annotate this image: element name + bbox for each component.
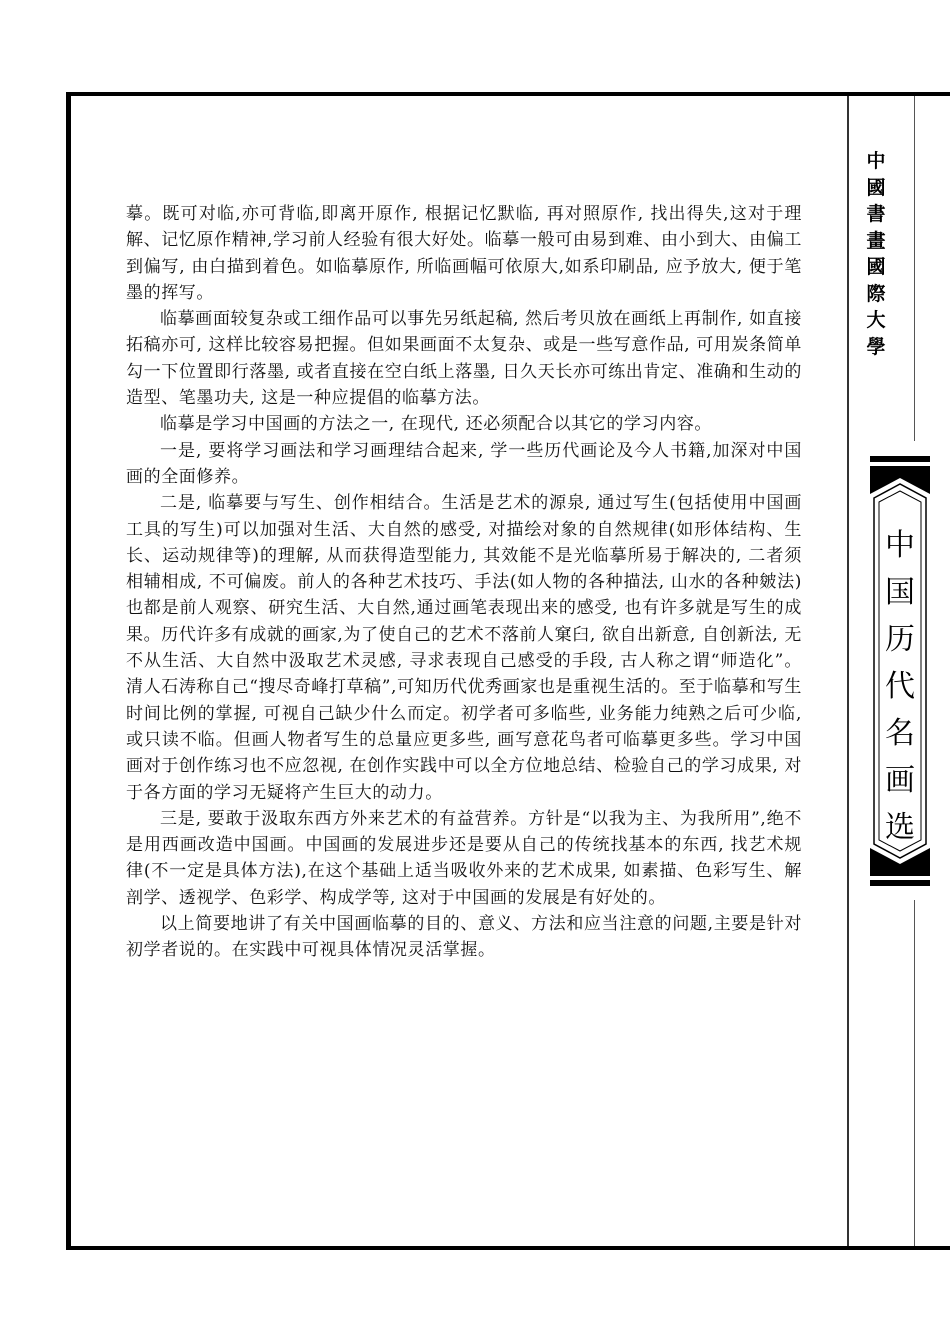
- sidebar-title-char: 國: [866, 176, 886, 199]
- paragraph: 以上简要地讲了有关中国画临摹的目的、意义、方法和应当注意的问题,主要是针对初学者说的。在实践中可视具体情况灵活掌握。: [126, 914, 802, 961]
- sidebar-title-char: 畫: [866, 229, 886, 252]
- sidebar-title-char: 學: [866, 335, 886, 358]
- plaque-char: 选: [885, 810, 915, 845]
- sidebar-title: [858, 148, 894, 360]
- sidebar-rule-lower: [914, 900, 915, 1246]
- paragraph: 二是, 临摹要与写生、创作相结合。生活是艺术的源泉, 通过写生(包括使用中国画工具的写生)可以加强对生活、大自然的感受, 对描绘对象的自然规律(如形体结构、生长、运动规律等)的理解, 从而获得造型能力, 其效能不是光临摹所易于解决的, 二者须相辅相成, 不可偏废。前人的各种艺术技巧、手法(如人物的各种描法, 山水的各种皴法)也都是前人观察、研究生活、大自然,通过画笔表现出来的感受, 也有许多就是写生的成果。历代许多有成就的画家,为了使自己的艺术不落前人窠臼, 欲自出新意, 自创新法, 无不从生活、大自然中汲取艺术灵感, 寻求表现自己感受的手段, 古人称之谓“师造化”。清人石涛称自己“搜尽奇峰打草稿”,可知历代优秀画家也是重视生活的。至于临摹和写生时间比例的掌握, 可视自己缺少什么而定。初学者可多临些, 业务能力纯熟之后可少临, 或只读不临。但画人物者写生的总量应更多些, 画写意花鸟者可临摹更多些。学习中国画对于创作练习也不应忽视, 在创作实践中可以全方位地总结、检验自己的学习成果, 对于各方面的学习无疑将产生巨大的动力。: [126, 493, 802, 803]
- plaque-char: 国: [885, 575, 915, 610]
- plaque-text: [870, 522, 930, 851]
- plaque-char: 历: [885, 622, 915, 657]
- sidebar-title-char: 國: [866, 256, 886, 278]
- plaque-top-bar: [870, 456, 930, 462]
- sidebar-rule: [847, 96, 849, 1246]
- body-text: [126, 201, 802, 964]
- plaque-char: 中: [885, 528, 915, 563]
- sidebar-rule-upper: [914, 96, 915, 441]
- paragraph: 摹。既可对临,亦可背临,即离开原作, 根据记忆默临, 再对照原作, 找出得失,这对于理解、记忆原作精神,学习前人经验有很大好处。临摹一般可由易到难、由小到大、由偏工到偏写, 由白描到着色。如临摹原作, 所临画幅可依原大,如系印刷品, 应予放大, 便于笔墨的挥写。: [126, 204, 802, 303]
- paragraph: 一是, 要将学习画法和学习画理结合起来, 学一些历代画论及今人书籍,加深对中国画的全面修养。: [126, 440, 802, 487]
- series-plaque: [870, 456, 930, 886]
- plaque-bottom-bar: [870, 880, 930, 886]
- paragraph: 临摹是学习中国画的方法之一, 在现代, 还必须配合以其它的学习内容。: [160, 414, 713, 435]
- sidebar-title-char: 大: [866, 309, 886, 331]
- sidebar-title-char: 中: [866, 150, 886, 172]
- sidebar-title-char: 際: [866, 282, 886, 305]
- plaque-char: 代: [885, 669, 915, 704]
- sidebar-title-char: 書: [866, 203, 886, 225]
- plaque-char: 名: [885, 716, 915, 751]
- paragraph: 三是, 要敢于汲取东西方外来艺术的有益营养。方针是“以我为主、为我所用”,绝不是用西画改造中国画。中国画的发展进步还是要从自己的传统找基本的东西, 找艺术规律(不一定是具体方法),在这个基础上适当吸收外来的艺术成果, 如素描、色彩写生、解剖学、透视学、色彩学、构成学等, 这对于中国画的发展是有好处的。: [126, 808, 802, 908]
- paragraph: 临摹画面较复杂或工细作品可以事先另纸起稿, 然后考贝放在画纸上再制作, 如直接拓稿亦可, 这样比较容易把握。但如果画面不太复杂、或是一些写意作品, 可用炭条简单勾一下位置即行落墨, 或者直接在空白纸上落墨, 日久天长亦可练出肯定、准确和生动的造型、笔墨功夫, 这是一种应提倡的临摹方法。: [126, 309, 802, 409]
- plaque-char: 画: [885, 763, 915, 798]
